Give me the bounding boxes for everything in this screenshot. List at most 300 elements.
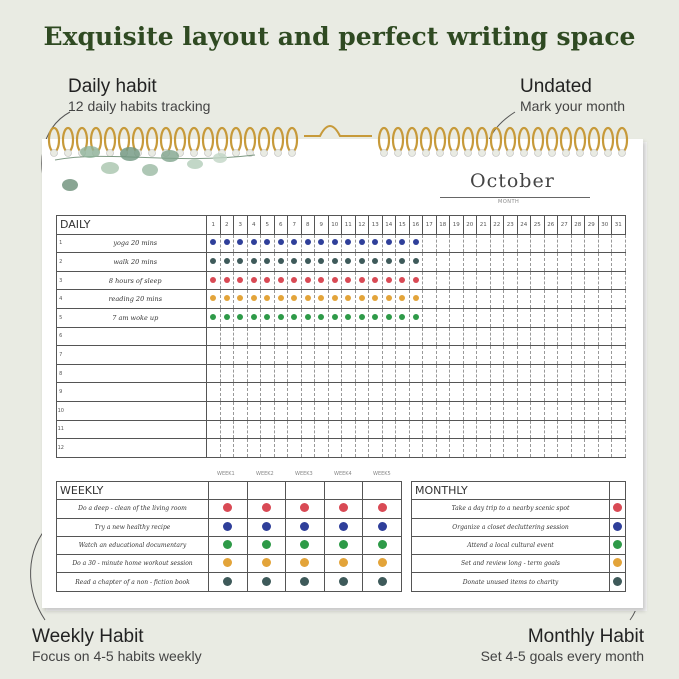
- day-check-cell[interactable]: [328, 271, 342, 290]
- day-check-cell[interactable]: [517, 346, 531, 365]
- week-check-cell[interactable]: [363, 518, 402, 536]
- day-check-cell[interactable]: [531, 346, 545, 365]
- day-check-cell[interactable]: [463, 253, 477, 272]
- day-check-cell[interactable]: [274, 401, 288, 420]
- day-check-cell[interactable]: [436, 327, 450, 346]
- day-check-cell[interactable]: [477, 364, 491, 383]
- day-check-cell[interactable]: [571, 234, 585, 253]
- day-check-cell[interactable]: [261, 327, 275, 346]
- week-check-cell[interactable]: [286, 518, 325, 536]
- day-check-cell[interactable]: [409, 271, 423, 290]
- day-check-cell[interactable]: [477, 439, 491, 458]
- day-check-cell[interactable]: [504, 271, 518, 290]
- day-check-cell[interactable]: [612, 327, 626, 346]
- day-check-cell[interactable]: [612, 234, 626, 253]
- day-check-cell[interactable]: [477, 234, 491, 253]
- day-check-cell[interactable]: [504, 253, 518, 272]
- day-check-cell[interactable]: [382, 271, 396, 290]
- day-check-cell[interactable]: [571, 364, 585, 383]
- week-check-cell[interactable]: [286, 573, 325, 591]
- day-check-cell[interactable]: [315, 253, 329, 272]
- day-check-cell[interactable]: [531, 308, 545, 327]
- day-check-cell[interactable]: [612, 346, 626, 365]
- day-check-cell[interactable]: [342, 234, 356, 253]
- day-check-cell[interactable]: [598, 327, 612, 346]
- week-check-cell[interactable]: [324, 518, 363, 536]
- day-check-cell[interactable]: [220, 290, 234, 309]
- day-check-cell[interactable]: [558, 383, 572, 402]
- day-check-cell[interactable]: [423, 346, 437, 365]
- day-check-cell[interactable]: [342, 346, 356, 365]
- day-check-cell[interactable]: [288, 327, 302, 346]
- day-check-cell[interactable]: [504, 420, 518, 439]
- day-check-cell[interactable]: [328, 439, 342, 458]
- day-check-cell[interactable]: [558, 364, 572, 383]
- day-check-cell[interactable]: [409, 308, 423, 327]
- day-check-cell[interactable]: [436, 383, 450, 402]
- day-check-cell[interactable]: [274, 253, 288, 272]
- day-check-cell[interactable]: [504, 290, 518, 309]
- day-check-cell[interactable]: [436, 401, 450, 420]
- day-check-cell[interactable]: [504, 308, 518, 327]
- day-check-cell[interactable]: [207, 234, 221, 253]
- day-check-cell[interactable]: [598, 383, 612, 402]
- day-check-cell[interactable]: [612, 383, 626, 402]
- day-check-cell[interactable]: [315, 290, 329, 309]
- day-check-cell[interactable]: [436, 346, 450, 365]
- day-check-cell[interactable]: [234, 346, 248, 365]
- day-check-cell[interactable]: [220, 271, 234, 290]
- day-check-cell[interactable]: [396, 234, 410, 253]
- day-check-cell[interactable]: [261, 364, 275, 383]
- day-check-cell[interactable]: [355, 346, 369, 365]
- day-check-cell[interactable]: [612, 271, 626, 290]
- day-check-cell[interactable]: [571, 253, 585, 272]
- day-check-cell[interactable]: [477, 253, 491, 272]
- day-check-cell[interactable]: [328, 327, 342, 346]
- day-check-cell[interactable]: [558, 308, 572, 327]
- day-check-cell[interactable]: [571, 383, 585, 402]
- day-check-cell[interactable]: [450, 234, 464, 253]
- day-check-cell[interactable]: [531, 290, 545, 309]
- day-check-cell[interactable]: [423, 401, 437, 420]
- day-check-cell[interactable]: [315, 439, 329, 458]
- day-check-cell[interactable]: [207, 290, 221, 309]
- day-check-cell[interactable]: [571, 346, 585, 365]
- day-check-cell[interactable]: [504, 327, 518, 346]
- day-check-cell[interactable]: [423, 253, 437, 272]
- day-check-cell[interactable]: [234, 234, 248, 253]
- day-check-cell[interactable]: [342, 290, 356, 309]
- day-check-cell[interactable]: [544, 290, 558, 309]
- day-check-cell[interactable]: [612, 364, 626, 383]
- day-check-cell[interactable]: [247, 308, 261, 327]
- day-check-cell[interactable]: [517, 420, 531, 439]
- day-check-cell[interactable]: [544, 271, 558, 290]
- day-check-cell[interactable]: [585, 346, 599, 365]
- day-check-cell[interactable]: [288, 271, 302, 290]
- week-check-cell[interactable]: [363, 573, 402, 591]
- day-check-cell[interactable]: [477, 271, 491, 290]
- day-check-cell[interactable]: [436, 439, 450, 458]
- monthly-goal-name[interactable]: Organize a closet decluttering session: [412, 518, 610, 536]
- day-check-cell[interactable]: [571, 290, 585, 309]
- day-check-cell[interactable]: [274, 308, 288, 327]
- day-check-cell[interactable]: [504, 364, 518, 383]
- day-check-cell[interactable]: [423, 439, 437, 458]
- week-check-cell[interactable]: [209, 555, 248, 573]
- day-check-cell[interactable]: [247, 383, 261, 402]
- day-check-cell[interactable]: [612, 401, 626, 420]
- day-check-cell[interactable]: [463, 439, 477, 458]
- day-check-cell[interactable]: [355, 308, 369, 327]
- habit-name[interactable]: [65, 327, 207, 346]
- day-check-cell[interactable]: [423, 327, 437, 346]
- day-check-cell[interactable]: [409, 327, 423, 346]
- day-check-cell[interactable]: [288, 420, 302, 439]
- day-check-cell[interactable]: [315, 346, 329, 365]
- day-check-cell[interactable]: [409, 234, 423, 253]
- day-check-cell[interactable]: [301, 308, 315, 327]
- day-check-cell[interactable]: [612, 253, 626, 272]
- day-check-cell[interactable]: [450, 327, 464, 346]
- day-check-cell[interactable]: [328, 253, 342, 272]
- day-check-cell[interactable]: [450, 290, 464, 309]
- day-check-cell[interactable]: [288, 383, 302, 402]
- day-check-cell[interactable]: [369, 383, 383, 402]
- week-check-cell[interactable]: [209, 518, 248, 536]
- day-check-cell[interactable]: [247, 271, 261, 290]
- day-check-cell[interactable]: [598, 420, 612, 439]
- day-check-cell[interactable]: [207, 383, 221, 402]
- week-check-cell[interactable]: [247, 573, 286, 591]
- day-check-cell[interactable]: [490, 308, 504, 327]
- day-check-cell[interactable]: [369, 271, 383, 290]
- day-check-cell[interactable]: [409, 420, 423, 439]
- week-check-cell[interactable]: [209, 500, 248, 518]
- day-check-cell[interactable]: [490, 290, 504, 309]
- day-check-cell[interactable]: [382, 401, 396, 420]
- day-check-cell[interactable]: [207, 308, 221, 327]
- day-check-cell[interactable]: [409, 346, 423, 365]
- day-check-cell[interactable]: [315, 401, 329, 420]
- day-check-cell[interactable]: [463, 364, 477, 383]
- day-check-cell[interactable]: [328, 346, 342, 365]
- day-check-cell[interactable]: [598, 253, 612, 272]
- monthly-goal-name[interactable]: Attend a local cultural event: [412, 536, 610, 554]
- habit-name[interactable]: [65, 420, 207, 439]
- day-check-cell[interactable]: [382, 308, 396, 327]
- day-check-cell[interactable]: [531, 364, 545, 383]
- day-check-cell[interactable]: [355, 290, 369, 309]
- day-check-cell[interactable]: [517, 401, 531, 420]
- day-check-cell[interactable]: [531, 439, 545, 458]
- day-check-cell[interactable]: [409, 383, 423, 402]
- day-check-cell[interactable]: [220, 253, 234, 272]
- day-check-cell[interactable]: [369, 327, 383, 346]
- habit-name[interactable]: [65, 383, 207, 402]
- day-check-cell[interactable]: [612, 290, 626, 309]
- month-check-cell[interactable]: [610, 518, 626, 536]
- day-check-cell[interactable]: [463, 234, 477, 253]
- day-check-cell[interactable]: [315, 234, 329, 253]
- monthly-goal-name[interactable]: Donate unused items to charity: [412, 573, 610, 591]
- day-check-cell[interactable]: [234, 439, 248, 458]
- day-check-cell[interactable]: [598, 290, 612, 309]
- day-check-cell[interactable]: [247, 234, 261, 253]
- day-check-cell[interactable]: [585, 271, 599, 290]
- day-check-cell[interactable]: [342, 253, 356, 272]
- day-check-cell[interactable]: [544, 383, 558, 402]
- day-check-cell[interactable]: [261, 401, 275, 420]
- day-check-cell[interactable]: [463, 271, 477, 290]
- day-check-cell[interactable]: [463, 346, 477, 365]
- day-check-cell[interactable]: [274, 234, 288, 253]
- week-check-cell[interactable]: [324, 500, 363, 518]
- day-check-cell[interactable]: [288, 439, 302, 458]
- day-check-cell[interactable]: [558, 253, 572, 272]
- day-check-cell[interactable]: [220, 308, 234, 327]
- day-check-cell[interactable]: [369, 234, 383, 253]
- day-check-cell[interactable]: [328, 234, 342, 253]
- day-check-cell[interactable]: [517, 271, 531, 290]
- day-check-cell[interactable]: [558, 327, 572, 346]
- day-check-cell[interactable]: [585, 253, 599, 272]
- day-check-cell[interactable]: [301, 271, 315, 290]
- day-check-cell[interactable]: [396, 364, 410, 383]
- day-check-cell[interactable]: [585, 364, 599, 383]
- day-check-cell[interactable]: [450, 308, 464, 327]
- day-check-cell[interactable]: [382, 383, 396, 402]
- day-check-cell[interactable]: [342, 271, 356, 290]
- day-check-cell[interactable]: [531, 253, 545, 272]
- day-check-cell[interactable]: [463, 383, 477, 402]
- day-check-cell[interactable]: [247, 346, 261, 365]
- day-check-cell[interactable]: [382, 364, 396, 383]
- day-check-cell[interactable]: [598, 271, 612, 290]
- day-check-cell[interactable]: [544, 401, 558, 420]
- day-check-cell[interactable]: [369, 346, 383, 365]
- day-check-cell[interactable]: [504, 346, 518, 365]
- day-check-cell[interactable]: [598, 439, 612, 458]
- day-check-cell[interactable]: [558, 401, 572, 420]
- day-check-cell[interactable]: [288, 308, 302, 327]
- day-check-cell[interactable]: [328, 290, 342, 309]
- day-check-cell[interactable]: [490, 383, 504, 402]
- day-check-cell[interactable]: [423, 383, 437, 402]
- day-check-cell[interactable]: [396, 290, 410, 309]
- day-check-cell[interactable]: [382, 234, 396, 253]
- day-check-cell[interactable]: [301, 383, 315, 402]
- day-check-cell[interactable]: [274, 271, 288, 290]
- day-check-cell[interactable]: [396, 253, 410, 272]
- day-check-cell[interactable]: [531, 401, 545, 420]
- day-check-cell[interactable]: [288, 401, 302, 420]
- day-check-cell[interactable]: [342, 308, 356, 327]
- day-check-cell[interactable]: [355, 364, 369, 383]
- month-check-cell[interactable]: [610, 573, 626, 591]
- day-check-cell[interactable]: [450, 420, 464, 439]
- day-check-cell[interactable]: [436, 290, 450, 309]
- day-check-cell[interactable]: [261, 271, 275, 290]
- habit-name[interactable]: yoga 20 mins: [65, 234, 207, 253]
- day-check-cell[interactable]: [490, 439, 504, 458]
- habit-name[interactable]: [65, 346, 207, 365]
- day-check-cell[interactable]: [274, 383, 288, 402]
- day-check-cell[interactable]: [571, 327, 585, 346]
- day-check-cell[interactable]: [315, 271, 329, 290]
- day-check-cell[interactable]: [490, 327, 504, 346]
- day-check-cell[interactable]: [504, 401, 518, 420]
- day-check-cell[interactable]: [274, 290, 288, 309]
- day-check-cell[interactable]: [301, 253, 315, 272]
- day-check-cell[interactable]: [477, 346, 491, 365]
- day-check-cell[interactable]: [207, 439, 221, 458]
- day-check-cell[interactable]: [261, 253, 275, 272]
- day-check-cell[interactable]: [477, 401, 491, 420]
- day-check-cell[interactable]: [423, 234, 437, 253]
- day-check-cell[interactable]: [247, 327, 261, 346]
- day-check-cell[interactable]: [369, 253, 383, 272]
- week-check-cell[interactable]: [247, 536, 286, 554]
- day-check-cell[interactable]: [220, 327, 234, 346]
- day-check-cell[interactable]: [436, 271, 450, 290]
- week-check-cell[interactable]: [286, 536, 325, 554]
- habit-name[interactable]: [65, 364, 207, 383]
- day-check-cell[interactable]: [585, 290, 599, 309]
- day-check-cell[interactable]: [531, 234, 545, 253]
- day-check-cell[interactable]: [301, 439, 315, 458]
- day-check-cell[interactable]: [301, 401, 315, 420]
- day-check-cell[interactable]: [436, 420, 450, 439]
- day-check-cell[interactable]: [274, 327, 288, 346]
- day-check-cell[interactable]: [531, 271, 545, 290]
- day-check-cell[interactable]: [531, 383, 545, 402]
- day-check-cell[interactable]: [382, 327, 396, 346]
- day-check-cell[interactable]: [598, 234, 612, 253]
- day-check-cell[interactable]: [355, 271, 369, 290]
- week-check-cell[interactable]: [363, 536, 402, 554]
- day-check-cell[interactable]: [207, 271, 221, 290]
- day-check-cell[interactable]: [423, 308, 437, 327]
- day-check-cell[interactable]: [247, 253, 261, 272]
- monthly-goal-name[interactable]: Set and review long - term goals: [412, 555, 610, 573]
- day-check-cell[interactable]: [463, 420, 477, 439]
- week-check-cell[interactable]: [209, 536, 248, 554]
- month-check-cell[interactable]: [610, 500, 626, 518]
- day-check-cell[interactable]: [274, 420, 288, 439]
- day-check-cell[interactable]: [598, 308, 612, 327]
- day-check-cell[interactable]: [288, 234, 302, 253]
- day-check-cell[interactable]: [328, 308, 342, 327]
- day-check-cell[interactable]: [544, 346, 558, 365]
- day-check-cell[interactable]: [274, 346, 288, 365]
- day-check-cell[interactable]: [234, 253, 248, 272]
- day-check-cell[interactable]: [315, 327, 329, 346]
- day-check-cell[interactable]: [396, 327, 410, 346]
- day-check-cell[interactable]: [247, 401, 261, 420]
- day-check-cell[interactable]: [234, 327, 248, 346]
- day-check-cell[interactable]: [490, 346, 504, 365]
- day-check-cell[interactable]: [598, 346, 612, 365]
- day-check-cell[interactable]: [490, 364, 504, 383]
- day-check-cell[interactable]: [504, 383, 518, 402]
- day-check-cell[interactable]: [220, 383, 234, 402]
- day-check-cell[interactable]: [220, 439, 234, 458]
- day-check-cell[interactable]: [288, 290, 302, 309]
- day-check-cell[interactable]: [450, 364, 464, 383]
- day-check-cell[interactable]: [220, 401, 234, 420]
- day-check-cell[interactable]: [369, 308, 383, 327]
- day-check-cell[interactable]: [409, 401, 423, 420]
- day-check-cell[interactable]: [315, 383, 329, 402]
- day-check-cell[interactable]: [585, 439, 599, 458]
- day-check-cell[interactable]: [558, 439, 572, 458]
- day-check-cell[interactable]: [517, 364, 531, 383]
- day-check-cell[interactable]: [220, 420, 234, 439]
- day-check-cell[interactable]: [463, 308, 477, 327]
- day-check-cell[interactable]: [382, 439, 396, 458]
- day-check-cell[interactable]: [544, 253, 558, 272]
- day-check-cell[interactable]: [477, 327, 491, 346]
- day-check-cell[interactable]: [436, 253, 450, 272]
- day-check-cell[interactable]: [288, 253, 302, 272]
- day-check-cell[interactable]: [544, 327, 558, 346]
- day-check-cell[interactable]: [463, 327, 477, 346]
- day-check-cell[interactable]: [342, 327, 356, 346]
- day-check-cell[interactable]: [247, 364, 261, 383]
- day-check-cell[interactable]: [558, 234, 572, 253]
- month-check-cell[interactable]: [610, 555, 626, 573]
- day-check-cell[interactable]: [207, 401, 221, 420]
- day-check-cell[interactable]: [423, 290, 437, 309]
- day-check-cell[interactable]: [220, 346, 234, 365]
- day-check-cell[interactable]: [355, 253, 369, 272]
- day-check-cell[interactable]: [396, 271, 410, 290]
- month-title[interactable]: October: [470, 170, 555, 192]
- week-check-cell[interactable]: [247, 500, 286, 518]
- day-check-cell[interactable]: [544, 308, 558, 327]
- habit-name[interactable]: 7 am woke up: [65, 308, 207, 327]
- day-check-cell[interactable]: [261, 420, 275, 439]
- day-check-cell[interactable]: [369, 439, 383, 458]
- day-check-cell[interactable]: [369, 420, 383, 439]
- day-check-cell[interactable]: [207, 346, 221, 365]
- day-check-cell[interactable]: [585, 401, 599, 420]
- habit-name[interactable]: walk 20 mins: [65, 253, 207, 272]
- month-check-cell[interactable]: [610, 536, 626, 554]
- day-check-cell[interactable]: [585, 308, 599, 327]
- day-check-cell[interactable]: [450, 401, 464, 420]
- day-check-cell[interactable]: [234, 290, 248, 309]
- day-check-cell[interactable]: [342, 439, 356, 458]
- day-check-cell[interactable]: [517, 308, 531, 327]
- day-check-cell[interactable]: [220, 234, 234, 253]
- day-check-cell[interactable]: [301, 327, 315, 346]
- day-check-cell[interactable]: [436, 308, 450, 327]
- day-check-cell[interactable]: [382, 253, 396, 272]
- day-check-cell[interactable]: [571, 420, 585, 439]
- day-check-cell[interactable]: [328, 401, 342, 420]
- day-check-cell[interactable]: [288, 364, 302, 383]
- day-check-cell[interactable]: [396, 420, 410, 439]
- day-check-cell[interactable]: [315, 420, 329, 439]
- day-check-cell[interactable]: [301, 234, 315, 253]
- day-check-cell[interactable]: [612, 308, 626, 327]
- day-check-cell[interactable]: [369, 401, 383, 420]
- day-check-cell[interactable]: [247, 420, 261, 439]
- day-check-cell[interactable]: [490, 234, 504, 253]
